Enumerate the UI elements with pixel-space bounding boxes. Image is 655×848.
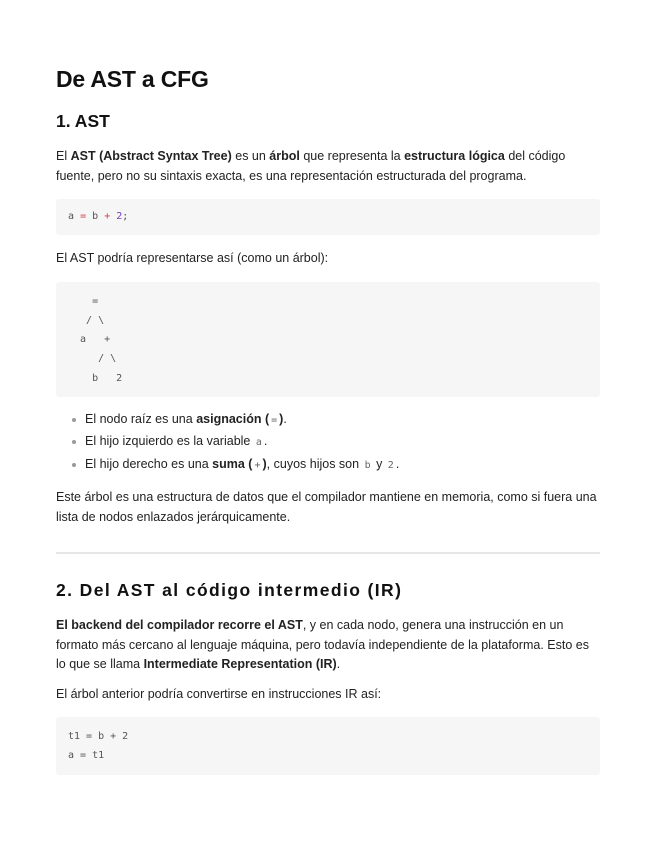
bullet-icon xyxy=(72,440,76,444)
bullet-icon xyxy=(72,463,76,467)
section-heading-ast: 1. AST xyxy=(56,111,110,131)
bullet-icon xyxy=(72,418,76,422)
section-heading-ir: 2. Del AST al código intermedio (IR) xyxy=(56,580,403,600)
list-item: El hijo izquierdo es la variable a . xyxy=(85,431,600,454)
ir-line: a = t1 xyxy=(68,750,105,762)
page-title: De AST a CFG xyxy=(56,66,209,92)
ir-line: t1 = b + 2 xyxy=(68,731,129,742)
tree-line: / \ xyxy=(68,314,105,326)
tree-line: / \ xyxy=(68,353,117,365)
tree-line: a + xyxy=(68,334,111,346)
code-block-assignment: a = b + 2; xyxy=(56,199,600,235)
ast-intro-paragraph: El AST (Abstract Syntax Tree) es un árbol que representa la estructura lógica del código fuente, pero no su sintaxis exacta, es una representación estructurada del programa. xyxy=(56,149,566,183)
list-item: El nodo raíz es una asignación ( = ). xyxy=(85,409,600,432)
ast-closing-paragraph: Este árbol es una estructura de datos que el compilador mantiene en memoria, como si fuera una lista de nodos enlazados jerárquicamente. xyxy=(56,490,597,524)
ir-intro-paragraph: El backend del compilador recorre el AST, y en cada nodo, genera una instrucción en un formato más cercano al lenguaje máquina, pero todavía independiente de la plataforma. Esto es lo que se llama Intermediate Representation (IR). xyxy=(56,618,589,671)
list-item: El hijo derecho es una suma ( + ), cuyos hijos son b y 2 . xyxy=(85,454,600,477)
section-divider xyxy=(56,552,600,554)
ir-example-intro: El árbol anterior podría convertirse en instrucciones IR así: xyxy=(56,686,382,701)
ast-bullet-list xyxy=(56,409,600,477)
tree-line: b 2 xyxy=(68,372,123,384)
code-block-ast-tree xyxy=(56,282,600,397)
code-block-ir xyxy=(56,717,600,775)
tree-line: = xyxy=(68,295,99,307)
tree-intro-paragraph: El AST podría representarse así (como un árbol): xyxy=(56,251,329,265)
